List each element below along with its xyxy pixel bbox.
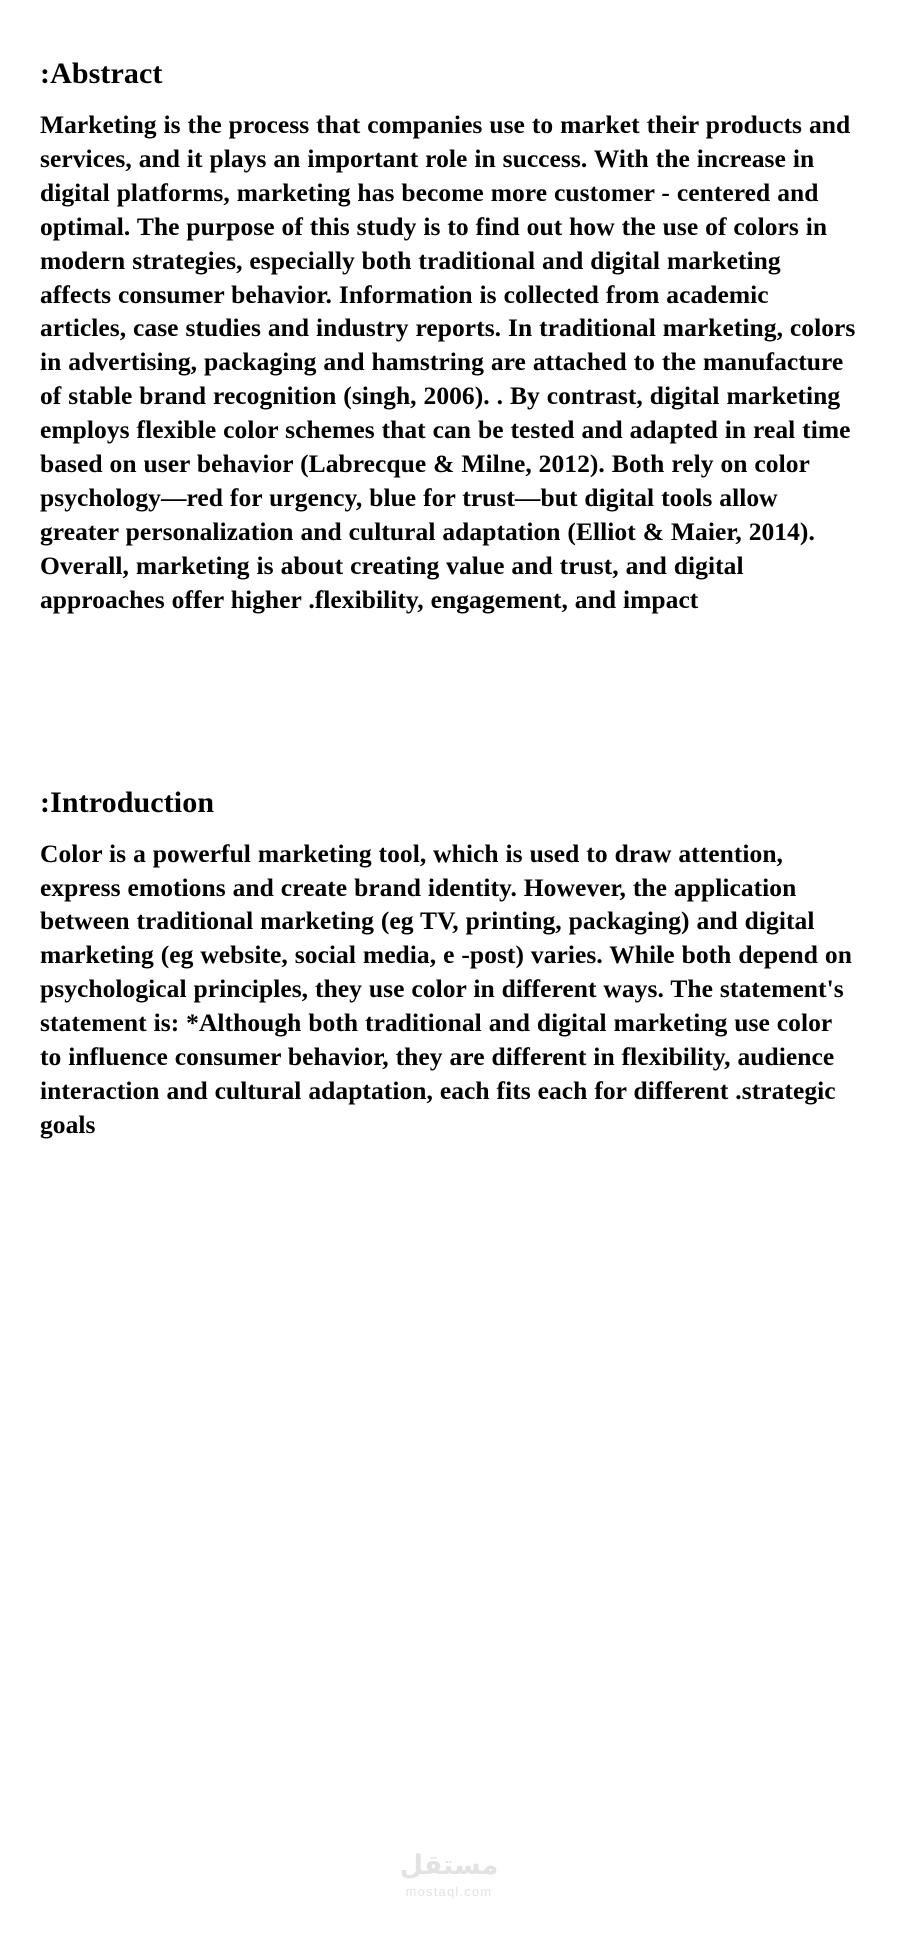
introduction-paragraph: Color is a powerful marketing tool, which is used to draw attention, express emotions and create brand identity. However, the application between traditional marketing (eg TV, printing, packaging) and digital marketing (eg website, social media, e -post) varies. While both depend on psychological principles, they use color in different ways. The statement's statement is: *Although both traditional and digital marketing use color to influence consumer behavior, they are different in flexibility, audience interaction and cultural adaptation, each fits each for different .strategic goals [40,838,852,1139]
watermark-logo-text: مستقل [399,1850,499,1881]
introduction-section [40,785,858,1142]
abstract-paragraph: Marketing is the process that companies use to market their products and services, and it plays an important role in success. With the increase in digital platforms, marketing has become more customer - centered and optimal. The purpose of this study is to find out how the use of colors in modern strategies, especially both traditional and digital marketing affects consumer behavior. Information is collected from academic articles, case studies and industry reports. In traditional marketing, colors in advertising, packaging and hamstring are attached to the manufacture of stable brand recognition (singh, 2006). . By contrast, digital marketing employs flexible color schemes that can be tested and adapted in real time based on user behavior (Labrecque & Milne, 2012). Both rely on color psychology—red for urgency, blue for trust—but digital tools allow greater personalization and cultural adaptation (Elliot & Maier, 2014). Overall, marketing is about creating value and trust, and digital approaches offer higher .flexibility, engagement, and impact [40,110,856,614]
introduction-heading: :Introduction [40,785,215,819]
watermark [0,1852,898,1899]
abstract-section [40,56,858,617]
watermark-url-text: mostaql.com [405,1884,493,1899]
abstract-heading: :Abstract [40,57,163,90]
section-spacer [40,617,858,785]
